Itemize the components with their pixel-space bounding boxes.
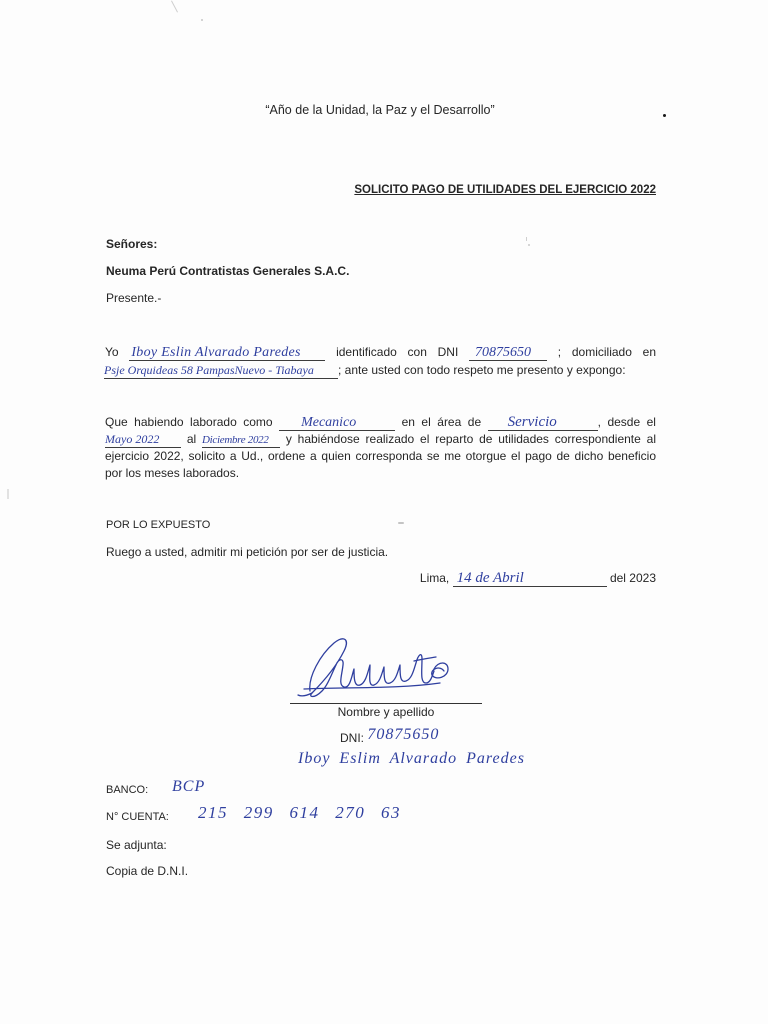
paragraph-1-line-2: [104, 362, 655, 379]
signature-stroke: [304, 683, 440, 689]
paragraph-2-line-3: [105, 448, 656, 465]
signature-dni-row: [340, 726, 440, 747]
handwritten-dni: 70875650: [475, 345, 532, 360]
por-lo-expuesto: POR LO EXPUESTO: [106, 519, 211, 531]
area-label: en el área de: [401, 415, 482, 429]
al-text: al: [186, 432, 197, 446]
signature-caption: Nombre y apellido: [337, 705, 435, 719]
address-blank: [104, 363, 338, 379]
scan-speck: [171, 1, 178, 13]
paragraph-2-line-1: [105, 414, 656, 431]
scan-speck: [201, 19, 203, 21]
presente-text: Presente.-: [106, 291, 162, 305]
handwritten-area: Servicio: [507, 414, 557, 430]
scan-speck: [528, 244, 530, 246]
account-label: N° CUENTA:: [106, 811, 169, 823]
handwritten-end-date: Diciembre 2022: [202, 434, 269, 446]
handwritten-account: 215 299 614 270 63: [198, 803, 401, 822]
area-blank: [488, 415, 598, 431]
attachment-item: Copia de D.N.I.: [106, 864, 189, 878]
dni-blank: [469, 345, 547, 361]
ruego-text: Ruego a usted, admitir mi petición por ser de justicia.: [106, 545, 389, 559]
scan-speck: [7, 489, 9, 499]
since-text: , desde el: [597, 415, 656, 429]
salutation: Señores:: [106, 237, 158, 251]
attachments-label: Se adjunta:: [106, 838, 167, 852]
identificado-text: identificado con DNI: [336, 345, 459, 359]
end-date-blank: [202, 432, 280, 448]
paragraph-2-line-2: [105, 431, 656, 448]
signature-dni-label: DNI:: [340, 731, 364, 745]
line-2-rest: y habiéndose realizado el reparto de utilidades correspondiente al: [285, 432, 656, 446]
paragraph-1-line-1: [105, 344, 656, 361]
line-4-text: por los meses laborados.: [105, 466, 240, 480]
handwritten-start-date: Mayo 2022: [105, 432, 160, 446]
document-title: SOLICITO PAGO DE UTILIDADES DEL EJERCICIO 2022: [354, 184, 656, 196]
lead-text: Que habiendo laborado como: [105, 415, 273, 429]
scan-speck: [526, 237, 527, 241]
name-blank: [129, 345, 325, 361]
paragraph-2-line-4: [105, 465, 656, 482]
signature-stroke: [298, 693, 312, 696]
scan-speck: [398, 522, 404, 524]
start-date-blank: [105, 432, 181, 448]
motto: “Año de la Unidad, la Paz y el Desarrollo”: [265, 103, 495, 117]
city-text: Lima,: [419, 571, 450, 585]
handwritten-date: 14 de Abril: [456, 570, 524, 586]
handwritten-full-name: Iboy Eslim Alvarado Paredes: [298, 750, 525, 767]
position-blank: [279, 415, 395, 431]
date-blank: [453, 571, 607, 587]
domiciliado-text: ; domiciliado en: [557, 345, 656, 359]
company-name: Neuma Perú Contratistas Generales S.A.C.: [106, 264, 350, 278]
line-3-text: ejercicio 2022, solicito a Ud., ordene a quien corresponda se me otorgue el pago de dicho beneficio: [105, 449, 656, 463]
year-text: del 2023: [609, 571, 656, 585]
yo-label: Yo: [105, 345, 119, 359]
date-line: [420, 570, 656, 587]
closing-text: ; ante usted con todo respeto me presento y expongo:: [338, 363, 626, 377]
handwritten-address: Psje Orquideas 58 PampasNuevo - Tiabaya: [104, 363, 314, 377]
signature-scribble: [288, 625, 458, 707]
handwritten-name: Iboy Eslin Alvarado Paredes: [131, 345, 301, 360]
bank-label: BANCO:: [106, 784, 149, 796]
handwritten-position: Mecanico: [301, 415, 357, 430]
handwritten-bank: BCP: [172, 778, 206, 795]
handwritten-signature-dni: 70875650: [367, 726, 440, 743]
